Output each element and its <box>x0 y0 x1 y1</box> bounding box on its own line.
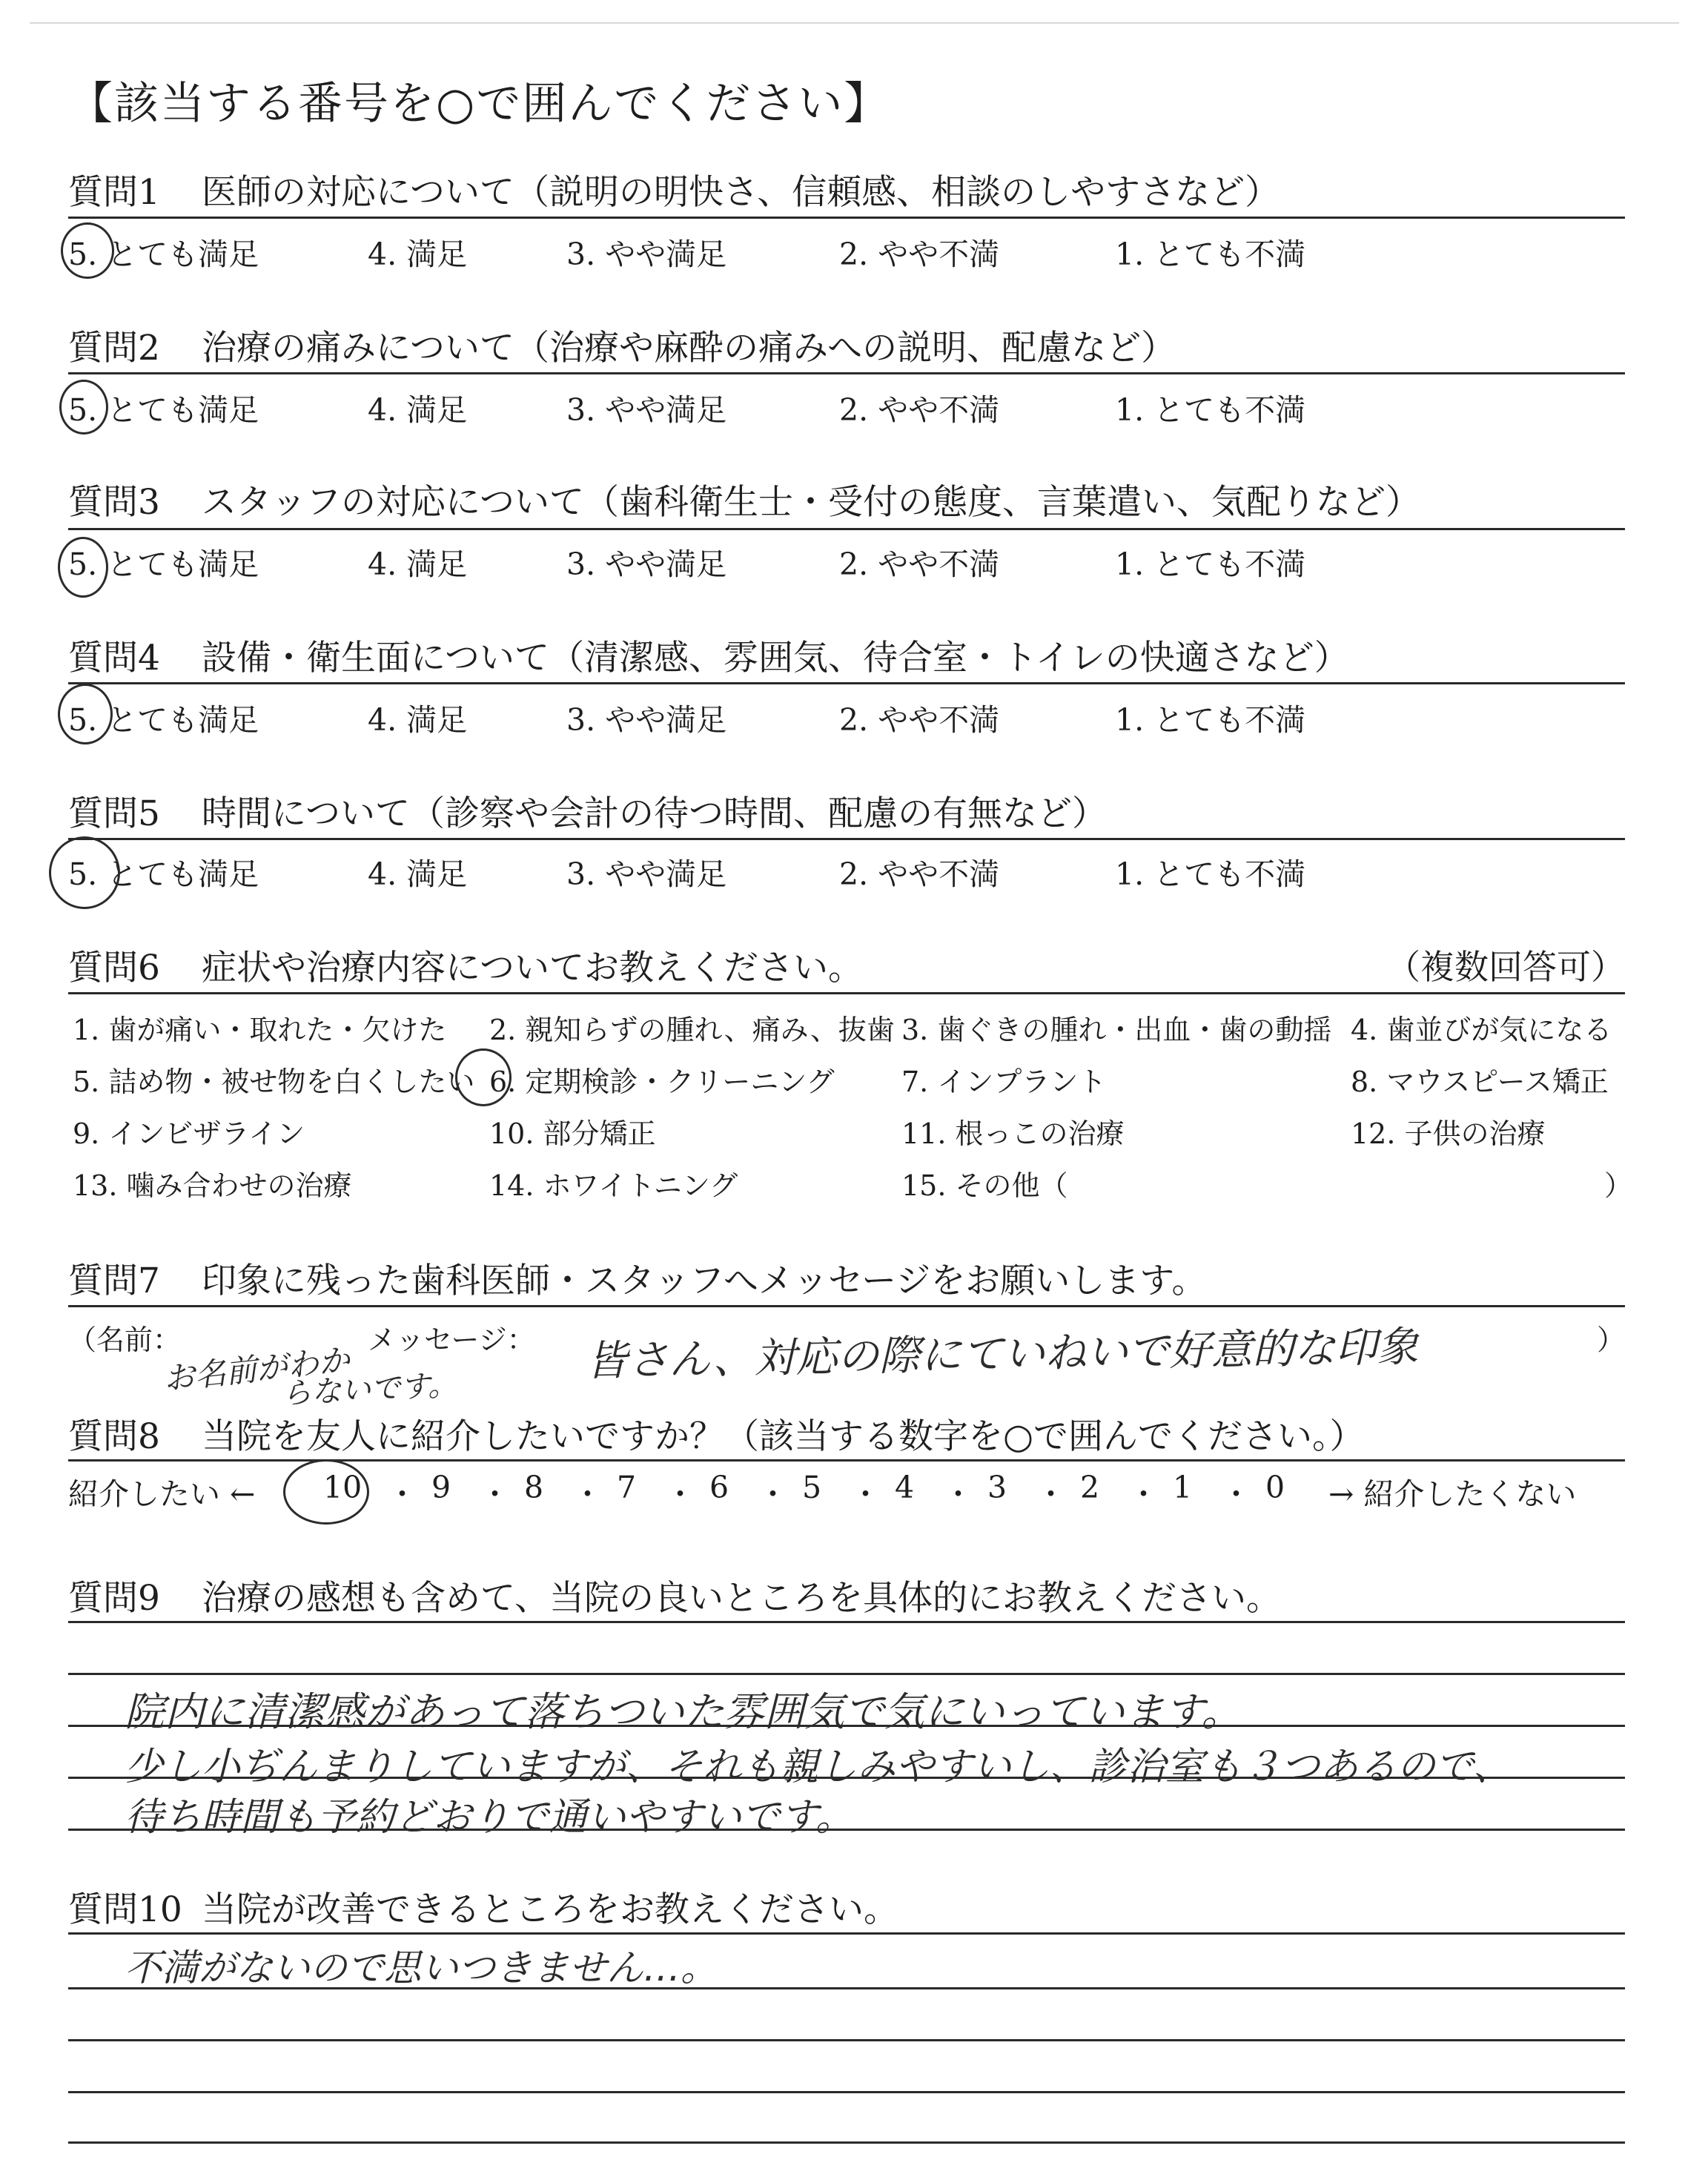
question-3-rule <box>68 528 1625 530</box>
question-3-number: 質問3 <box>68 482 160 523</box>
scale-value-1[interactable]: 1 <box>1173 1470 1193 1505</box>
q4-choice-2[interactable]: 2. やや不満 <box>839 702 1000 738</box>
question-7-number: 質問7 <box>68 1261 160 1301</box>
q6-option-8[interactable]: 8. マウスピース矯正 <box>1351 1066 1609 1098</box>
question-2-rule <box>68 372 1625 374</box>
q3-choice-5[interactable]: 5. とても満足 <box>68 546 259 582</box>
handwritten-message: 皆さん、対応の際にていねいで好意的な印象 <box>585 1323 1419 1386</box>
question-7 <box>68 1253 1206 1303</box>
question-1 <box>68 165 1280 214</box>
q1-choice-4[interactable]: 4. 満足 <box>368 237 468 272</box>
q9-answer-line-2: 少し小ぢんまりしていますが、それも親しみやすいし、診治室も３つあるので、 <box>125 1745 1512 1789</box>
q1-choice-2[interactable]: 2. やや不満 <box>839 237 1000 272</box>
q6-option-4[interactable]: 4. 歯並びが気になる <box>1351 1014 1612 1046</box>
q10-answer: 不満がないので思いつきません…。 <box>125 1946 718 1989</box>
q6-option-12[interactable]: 12. 子供の治療 <box>1351 1117 1546 1150</box>
question-9-number: 質問9 <box>68 1578 160 1619</box>
q4-choice-5[interactable]: 5. とても満足 <box>68 702 259 738</box>
q9-answer-line-3: 待ち時間も予約どおりで通いやすいです。 <box>125 1795 854 1840</box>
q6-option-10[interactable]: 10. 部分矯正 <box>489 1117 656 1150</box>
q6-option-5[interactable]: 5. 詰め物・被せ物を白くしたい <box>73 1066 475 1098</box>
scale-value-2[interactable]: 2 <box>1080 1470 1100 1505</box>
question-3-choices <box>68 540 1625 581</box>
question-3 <box>68 475 1420 524</box>
message-label: メッセージ： <box>368 1324 535 1356</box>
q2-choice-3[interactable]: 3. やや満足 <box>566 392 727 428</box>
scale-dot: ・ <box>480 1476 510 1512</box>
question-8-title: 当院を友人に紹介したいですか？（該当する数字を○で囲んでください。） <box>202 1416 1365 1457</box>
q2-choice-5[interactable]: 5. とても満足 <box>68 392 259 428</box>
question-5-choices <box>68 850 1625 891</box>
instruction-header: 【該当する番号を○で囲んでください】 <box>68 78 890 130</box>
question-1-rule <box>68 217 1625 219</box>
q4-choice-3[interactable]: 3. やや満足 <box>566 702 727 738</box>
handwritten-name-line-2: らないです。 <box>281 1367 459 1412</box>
q4-choice-4[interactable]: 4. 満足 <box>368 702 468 738</box>
q6-option-3[interactable]: 3. 歯ぐきの腫れ・出血・歯の動揺 <box>901 1014 1332 1046</box>
question-10 <box>68 1882 898 1932</box>
question-6-options-row-2 <box>68 1059 1625 1100</box>
question-2 <box>68 320 1176 370</box>
scale-value-3[interactable]: 3 <box>987 1470 1007 1505</box>
question-6-rule <box>68 992 1625 994</box>
question-4-number: 質問4 <box>68 638 160 678</box>
q1-choice-3[interactable]: 3. やや満足 <box>566 237 727 272</box>
scale-dot: ・ <box>1221 1476 1251 1512</box>
scale-value-6[interactable]: 6 <box>709 1470 729 1505</box>
scale-value-5[interactable]: 5 <box>802 1470 822 1505</box>
q3-choice-2[interactable]: 2. やや不満 <box>839 546 1000 582</box>
q6-option-15[interactable]: 15. その他（ <box>901 1169 1068 1202</box>
scale-value-8[interactable]: 8 <box>524 1470 544 1505</box>
question-7-rule <box>68 1305 1625 1307</box>
answer-line <box>68 1932 1625 1935</box>
q6-option-11[interactable]: 11. 根っこの治療 <box>901 1117 1125 1150</box>
question-4-choices <box>68 696 1625 737</box>
scale-dot: ・ <box>387 1476 417 1512</box>
name-label: （名前： <box>68 1324 182 1356</box>
scale-dot: ・ <box>758 1476 788 1512</box>
answer-line <box>68 2039 1625 2041</box>
q5-choice-4[interactable]: 4. 満足 <box>368 856 468 892</box>
question-8-number: 質問8 <box>68 1416 160 1457</box>
question-6-options-row-1 <box>68 1007 1625 1048</box>
q9-answer-line-1: 院内に清潔感があって落ちついた雰囲気で気にいっています。 <box>125 1688 1242 1735</box>
question-5-title: 時間について（診察や会計の待つ時間、配慮の有無など） <box>202 793 1108 834</box>
question-5-rule <box>68 838 1625 840</box>
q2-choice-4[interactable]: 4. 満足 <box>368 392 468 428</box>
question-2-choices <box>68 386 1625 427</box>
q1-choice-5[interactable]: 5. とても満足 <box>68 237 259 272</box>
q5-choice-1[interactable]: 1. とても不満 <box>1115 856 1306 892</box>
question-4 <box>68 630 1349 680</box>
q5-choice-2[interactable]: 2. やや不満 <box>839 856 1000 892</box>
question-2-title: 治療の痛みについて（治療や麻酔の痛みへの説明、配慮など） <box>202 328 1176 369</box>
answer-line <box>68 2141 1625 2144</box>
question-5-number: 質問5 <box>68 793 160 834</box>
scale-value-9[interactable]: 9 <box>431 1470 451 1505</box>
q3-choice-4[interactable]: 4. 満足 <box>368 546 468 582</box>
question-8-rule <box>68 1459 1625 1462</box>
scale-value-4[interactable]: 4 <box>895 1470 915 1505</box>
scale-dot: ・ <box>665 1476 695 1512</box>
question-8 <box>68 1409 1365 1459</box>
question-1-choices <box>68 230 1625 271</box>
question-10-title: 当院が改善できるところをお教えください。 <box>202 1889 898 1930</box>
q2-choice-1[interactable]: 1. とても不満 <box>1115 392 1306 428</box>
scale-dot: ・ <box>572 1476 603 1512</box>
q6-option-1[interactable]: 1. 歯が痛い・取れた・欠けた <box>73 1014 447 1046</box>
question-9-title: 治療の感想も含めて、当院の良いところを具体的にお教えください。 <box>202 1578 1282 1619</box>
question-9 <box>68 1571 1281 1620</box>
question-6-options-row-3 <box>68 1111 1625 1152</box>
scale-dot: ・ <box>1036 1476 1066 1512</box>
page-top-edge <box>30 22 1679 24</box>
q3-choice-1[interactable]: 1. とても不満 <box>1115 546 1306 582</box>
scale-dot: ・ <box>1128 1476 1159 1512</box>
q3-choice-3[interactable]: 3. やや満足 <box>566 546 727 582</box>
question-6-number: 質問6 <box>68 948 160 988</box>
scale-left-label: 紹介したい ← <box>68 1476 256 1512</box>
scale-dot: ・ <box>943 1476 973 1512</box>
q5-choice-5[interactable]: 5. とても満足 <box>68 856 259 892</box>
handwritten-name-line-1: お名前がわか <box>162 1341 352 1398</box>
q4-choice-1[interactable]: 1. とても不満 <box>1115 702 1306 738</box>
question-1-number: 質問1 <box>68 172 160 213</box>
question-6-options-row-4 <box>68 1163 1633 1204</box>
scale-dot: ・ <box>850 1476 881 1512</box>
question-10-number: 質問10 <box>68 1889 182 1930</box>
question-7-title: 印象に残った歯科医師・スタッフへメッセージをお願いします。 <box>202 1261 1207 1301</box>
answer-line <box>68 2091 1625 2093</box>
question-6 <box>68 940 863 990</box>
scale-value-0[interactable]: 0 <box>1265 1470 1285 1505</box>
scale-right-label: → 紹介したくない <box>1328 1476 1577 1512</box>
answer-line <box>68 1673 1625 1675</box>
q6-other-close-paren: ） <box>1604 1169 1633 1202</box>
q5-choice-3[interactable]: 3. やや満足 <box>566 856 727 892</box>
question-4-rule <box>68 682 1625 684</box>
q6-option-6[interactable]: 6. 定期検診・クリーニング <box>489 1066 835 1098</box>
q6-option-14[interactable]: 14. ホワイトニング <box>489 1169 738 1202</box>
recommend-scale <box>68 1470 1625 1514</box>
scale-value-7[interactable]: 7 <box>617 1470 637 1505</box>
message-close-paren: ） <box>1597 1324 1626 1356</box>
q2-choice-2[interactable]: 2. やや不満 <box>839 392 1000 428</box>
question-4-title: 設備・衛生面について（清潔感、雰囲気、待合室・トイレの快適さなど） <box>202 638 1349 678</box>
q6-option-7[interactable]: 7. インプラント <box>901 1066 1107 1098</box>
q6-option-9[interactable]: 9. インビザライン <box>73 1117 305 1150</box>
question-2-number: 質問2 <box>68 328 160 369</box>
question-6-title: 症状や治療内容についてお教えください。 <box>202 948 864 988</box>
scale-value-10[interactable]: 10 <box>323 1470 363 1505</box>
q1-choice-1[interactable]: 1. とても不満 <box>1115 237 1306 272</box>
question-3-title: スタッフの対応について（歯科衛生士・受付の態度、言葉遣い、気配りなど） <box>202 482 1421 523</box>
question-1-title: 医師の対応について（説明の明快さ、信頼感、相談のしやすさなど） <box>202 172 1280 213</box>
multiple-answers-note: （複数回答可） <box>1386 947 1625 987</box>
answer-line <box>68 1621 1625 1623</box>
q6-option-13[interactable]: 13. 噛み合わせの治療 <box>73 1169 352 1202</box>
question-5 <box>68 786 1107 836</box>
q6-option-2[interactable]: 2. 親知らずの腫れ、痛み、抜歯 <box>489 1014 895 1046</box>
